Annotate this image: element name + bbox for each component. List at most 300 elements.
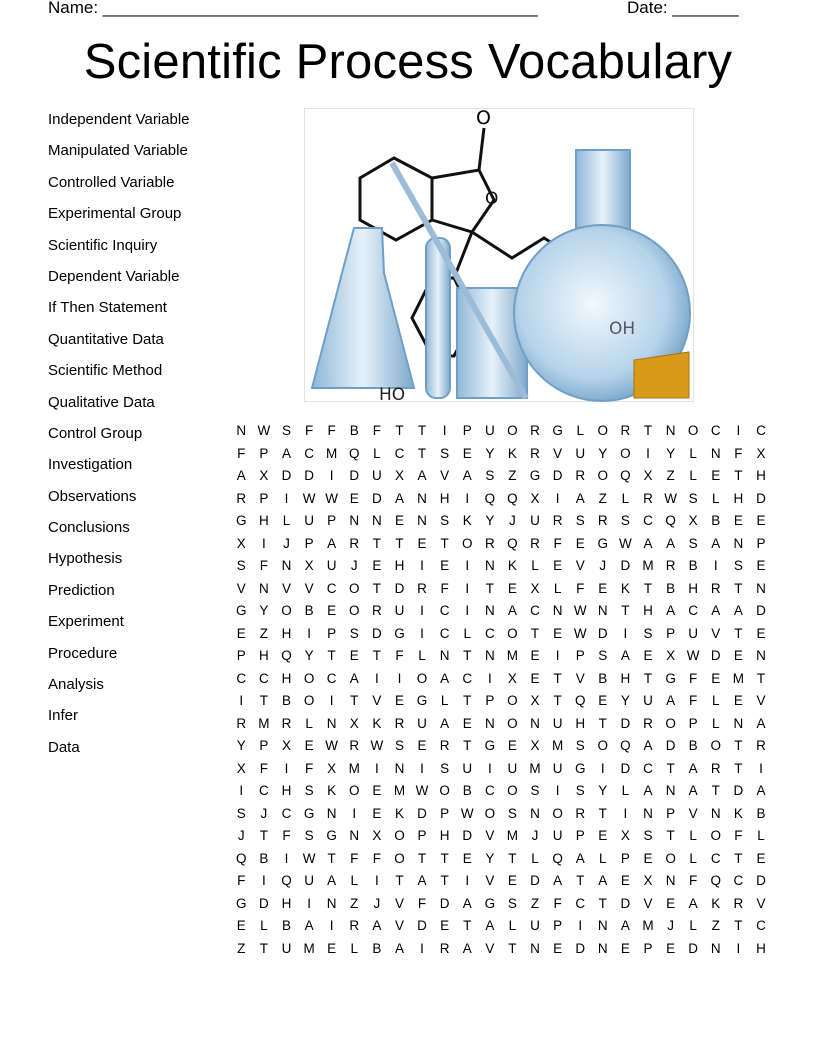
- grid-letter: C: [710, 850, 721, 866]
- grid-letter: D: [710, 648, 721, 663]
- grid-letter: N: [326, 895, 337, 911]
- grid-letter: W: [619, 535, 632, 551]
- grid-letter: I: [262, 873, 266, 888]
- grid-letter: A: [417, 468, 427, 483]
- grid-letter: U: [371, 468, 382, 483]
- grid-letter: P: [259, 445, 269, 461]
- grid-letter: E: [598, 828, 608, 843]
- grid-letter: E: [643, 648, 653, 663]
- word-list-item: Prediction: [48, 581, 115, 599]
- orange-stand: [634, 352, 689, 398]
- grid-letter: U: [462, 760, 473, 776]
- grid-letter: D: [394, 580, 405, 596]
- grid-letter: S: [643, 625, 653, 641]
- grid-letter: I: [307, 625, 311, 641]
- grid-letter: D: [439, 895, 450, 911]
- grid-letter: E: [236, 625, 246, 641]
- grid-letter: G: [303, 805, 315, 821]
- grid-letter: T: [734, 738, 743, 753]
- grid-letter: N: [665, 423, 676, 438]
- grid-letter: E: [733, 693, 743, 708]
- grid-letter: B: [349, 423, 359, 438]
- grid-letter: G: [236, 513, 247, 528]
- grid-letter: T: [372, 648, 381, 663]
- grid-letter: X: [688, 513, 698, 528]
- grid-letter: C: [530, 603, 540, 618]
- grid-letter: S: [440, 513, 450, 528]
- grid-letter: E: [553, 558, 563, 573]
- grid-letter: I: [420, 603, 424, 618]
- grid-letter: P: [666, 625, 676, 641]
- grid-letter: N: [484, 558, 495, 573]
- grid-letter: H: [643, 603, 653, 618]
- grid-letter: D: [552, 468, 563, 483]
- grid-letter: N: [530, 805, 540, 821]
- grid-letter: F: [689, 670, 698, 686]
- grid-row: [230, 782, 772, 805]
- word-list-item: If Then Statement: [48, 299, 167, 317]
- grid-letter: K: [507, 558, 517, 573]
- grid-letter: C: [643, 760, 653, 776]
- grid-letter: I: [487, 760, 492, 776]
- grid-letter: U: [688, 625, 699, 641]
- grid-letter: T: [734, 625, 743, 641]
- grid-letter: E: [643, 850, 653, 866]
- grid-letter: T: [734, 468, 743, 483]
- grid-letter: P: [485, 693, 495, 708]
- grid-letter: A: [349, 670, 359, 686]
- grid-letter: N: [439, 648, 450, 663]
- grid-letter: E: [598, 693, 608, 708]
- grid-letter: D: [371, 490, 382, 506]
- grid-letter: E: [417, 535, 427, 551]
- grid-letter: T: [666, 760, 675, 776]
- grid-letter: B: [462, 783, 472, 798]
- grid-letter: V: [688, 805, 698, 821]
- grid-row: [230, 917, 772, 940]
- grid-letter: N: [417, 490, 427, 506]
- lab-glassware-illustration: [304, 108, 694, 402]
- grid-letter: Y: [236, 738, 246, 753]
- grid-letter: I: [329, 918, 334, 933]
- grid-letter: A: [620, 918, 630, 933]
- grid-letter: R: [597, 513, 608, 528]
- grid-letter: N: [597, 918, 608, 933]
- grid-letter: K: [733, 805, 743, 821]
- grid-letter: G: [529, 468, 541, 483]
- grid-letter: E: [575, 535, 585, 551]
- grid-letter: A: [440, 670, 450, 686]
- grid-letter: J: [350, 558, 358, 573]
- word-list-item: Experiment: [48, 613, 124, 631]
- grid-letter: X: [756, 445, 766, 461]
- grid-letter: R: [281, 715, 292, 731]
- grid-letter: B: [259, 850, 269, 866]
- grid-letter: I: [284, 490, 289, 506]
- grid-letter: I: [374, 760, 379, 776]
- grid-letter: P: [688, 715, 698, 731]
- grid-letter: O: [507, 715, 518, 731]
- grid-letter: I: [420, 558, 424, 573]
- grid-letter: F: [553, 895, 562, 911]
- word-list-item: Manipulated Variable: [48, 142, 188, 160]
- grid-letter: T: [259, 693, 269, 708]
- grid-letter: E: [372, 783, 382, 798]
- grid-letter: E: [327, 940, 337, 956]
- grid-letter: J: [509, 513, 516, 528]
- grid-letter: E: [530, 648, 540, 663]
- grid-letter: N: [733, 535, 744, 551]
- word-list-item: Conclusions: [48, 519, 130, 537]
- grid-letter: E: [756, 625, 766, 641]
- grid-letter: S: [304, 783, 314, 798]
- grid-letter: A: [394, 490, 404, 506]
- grid-letter: W: [686, 648, 700, 663]
- grid-row: [230, 737, 772, 760]
- grid-letter: T: [734, 918, 743, 933]
- grid-letter: K: [462, 513, 472, 528]
- grid-letter: I: [374, 670, 379, 686]
- grid-letter: B: [372, 940, 382, 956]
- grid-letter: C: [259, 783, 269, 798]
- grid-letter: E: [733, 513, 743, 528]
- grid-letter: P: [259, 490, 269, 506]
- grid-letter: T: [372, 535, 381, 551]
- grid-letter: W: [325, 738, 339, 753]
- grid-letter: B: [688, 738, 698, 753]
- grid-letter: D: [417, 805, 427, 821]
- grid-letter: Q: [507, 535, 518, 551]
- grid-letter: L: [350, 873, 359, 888]
- grid-letter: W: [460, 805, 474, 821]
- grid-letter: I: [329, 693, 334, 708]
- grid-letter: X: [507, 670, 517, 686]
- grid-letter: W: [573, 625, 587, 641]
- grid-letter: F: [689, 693, 698, 708]
- grid-letter: U: [281, 940, 292, 956]
- grid-letter: F: [304, 760, 314, 776]
- grid-letter: W: [325, 490, 339, 506]
- grid-letter: O: [507, 625, 518, 641]
- grid-letter: R: [236, 715, 247, 731]
- grid-letter: U: [417, 715, 427, 731]
- grid-letter: E: [756, 850, 766, 866]
- grid-letter: U: [304, 873, 314, 888]
- grid-letter: H: [688, 580, 699, 596]
- grid-letter: T: [734, 850, 743, 866]
- grid-letter: R: [371, 603, 382, 618]
- grid-letter: X: [236, 760, 246, 776]
- grid-letter: L: [689, 828, 697, 843]
- grid-letter: N: [710, 940, 721, 956]
- grid-letter: E: [394, 693, 404, 708]
- grid-letter: P: [553, 918, 563, 933]
- grid-letter: E: [440, 918, 450, 933]
- grid-letter: V: [575, 558, 585, 573]
- grid-letter: V: [711, 625, 721, 641]
- grid-letter: H: [575, 715, 586, 731]
- grid-letter: G: [484, 895, 496, 911]
- grid-letter: E: [462, 715, 472, 731]
- grid-letter: O: [552, 805, 563, 821]
- grid-letter: N: [756, 580, 766, 596]
- grid-letter: S: [643, 828, 653, 843]
- grid-letter: G: [484, 738, 496, 753]
- grid-letter: P: [620, 850, 630, 866]
- grid-letter: Z: [598, 490, 607, 506]
- grid-letter: U: [326, 558, 337, 573]
- grid-letter: D: [575, 940, 586, 956]
- grid-letter: R: [643, 490, 653, 506]
- word-list-item: Control Group: [48, 424, 143, 442]
- grid-letter: D: [259, 895, 269, 911]
- grid-letter: U: [552, 760, 563, 776]
- grid-letter: C: [439, 625, 450, 641]
- grid-letter: T: [576, 873, 585, 888]
- grid-row: [230, 670, 772, 693]
- grid-letter: C: [326, 580, 337, 596]
- grid-letter: N: [710, 805, 721, 821]
- grid-letter: D: [530, 873, 540, 888]
- grid-letter: S: [349, 625, 359, 641]
- grid-letter: D: [756, 490, 766, 506]
- grid-letter: D: [756, 603, 766, 618]
- grid-letter: O: [349, 580, 360, 596]
- grid-letter: O: [710, 738, 722, 753]
- grid-letter: F: [259, 760, 269, 776]
- grid-letter: V: [553, 445, 563, 461]
- grid-letter: E: [372, 805, 382, 821]
- grid-letter: X: [259, 468, 269, 483]
- grid-letter: X: [643, 873, 653, 888]
- grid-letter: N: [417, 513, 427, 528]
- grid-letter: M: [506, 828, 519, 843]
- grid-letter: N: [484, 715, 495, 731]
- grid-letter: E: [620, 940, 630, 956]
- grid-letter: A: [643, 535, 653, 551]
- grid-letter: N: [349, 513, 360, 528]
- grid-letter: C: [326, 670, 337, 686]
- grid-letter: A: [575, 490, 585, 506]
- grid-letter: M: [642, 558, 654, 573]
- grid-letter: V: [236, 580, 246, 596]
- page-title: Scientific Process Vocabulary: [83, 35, 733, 89]
- grid-letter: U: [552, 828, 563, 843]
- grid-letter: K: [394, 805, 404, 821]
- grid-letter: J: [237, 828, 245, 843]
- grid-letter: E: [666, 895, 676, 911]
- grid-letter: V: [372, 693, 382, 708]
- grid-letter: N: [643, 805, 653, 821]
- grid-letter: G: [326, 828, 337, 843]
- grid-letter: L: [305, 715, 313, 731]
- grid-letter: L: [689, 468, 697, 483]
- grid-letter: T: [395, 423, 404, 438]
- grid-letter: Z: [350, 895, 359, 911]
- grid-letter: G: [416, 693, 428, 708]
- label-oxygen-top: O: [476, 108, 491, 129]
- grid-letter: U: [530, 918, 540, 933]
- grid-letter: C: [236, 670, 247, 686]
- grid-letter: F: [734, 445, 743, 461]
- name-field-line: Name: ______________________________________________: [48, 0, 538, 17]
- grid-letter: E: [462, 850, 472, 866]
- grid-letter: C: [733, 873, 744, 888]
- grid-letter: T: [417, 850, 427, 866]
- grid-letter: I: [578, 918, 583, 933]
- grid-letter: L: [689, 850, 697, 866]
- grid-letter: B: [304, 603, 314, 618]
- word-list-item: Quantitative Data: [48, 330, 164, 348]
- grid-letter: E: [553, 940, 563, 956]
- grid-letter: L: [712, 693, 720, 708]
- grid-letter: C: [259, 670, 269, 686]
- word-list-item: Data: [48, 738, 80, 756]
- grid-letter: R: [349, 918, 360, 933]
- grid-letter: I: [397, 670, 402, 686]
- grid-letter: D: [281, 468, 292, 483]
- grid-letter: R: [439, 940, 450, 956]
- grid-row: [230, 715, 772, 738]
- grid-letter: R: [417, 580, 427, 596]
- grid-letter: M: [258, 715, 270, 731]
- grid-letter: D: [349, 468, 360, 483]
- grid-letter: L: [712, 490, 720, 506]
- grid-letter: U: [530, 513, 540, 528]
- grid-letter: O: [349, 603, 360, 618]
- grid-letter: Y: [598, 783, 608, 798]
- grid-letter: G: [236, 895, 247, 911]
- grid-letter: L: [418, 648, 426, 663]
- grid-letter: T: [666, 828, 675, 843]
- grid-letter: T: [327, 648, 336, 663]
- grid-letter: Y: [485, 513, 495, 528]
- grid-letter: B: [281, 693, 291, 708]
- grid-letter: R: [530, 423, 540, 438]
- grid-letter: X: [530, 693, 540, 708]
- grid-letter: A: [485, 918, 495, 933]
- grid-letter: M: [393, 783, 406, 798]
- grid-letter: G: [597, 535, 609, 551]
- grid-letter: D: [688, 940, 699, 956]
- grid-letter: T: [440, 873, 449, 888]
- grid-letter: F: [372, 423, 381, 438]
- grid-letter: W: [257, 423, 271, 438]
- grid-letter: A: [666, 603, 676, 618]
- grid-letter: F: [237, 445, 246, 461]
- grid-row: [230, 445, 772, 468]
- grid-letter: C: [643, 513, 653, 528]
- grid-letter: S: [507, 805, 517, 821]
- grid-letter: E: [711, 468, 721, 483]
- grid-letter: J: [260, 805, 268, 821]
- grid-letter: A: [666, 535, 676, 551]
- grid-letter: W: [370, 738, 384, 753]
- grid-letter: X: [236, 535, 246, 551]
- grid-row: [230, 625, 772, 648]
- grid-letter: L: [599, 850, 607, 866]
- grid-letter: T: [734, 760, 743, 776]
- grid-row: [230, 602, 772, 625]
- grid-letter: L: [689, 445, 697, 461]
- grid-letter: C: [281, 805, 292, 821]
- grid-letter: I: [239, 693, 244, 708]
- grid-letter: G: [665, 670, 676, 686]
- grid-letter: I: [736, 423, 741, 438]
- grid-letter: N: [665, 783, 676, 798]
- grid-letter: S: [688, 490, 698, 506]
- grid-letter: A: [281, 445, 291, 461]
- grid-letter: T: [440, 850, 449, 866]
- label-oxygen-ring: O: [485, 189, 499, 209]
- grid-letter: R: [349, 738, 360, 753]
- grid-letter: T: [463, 918, 472, 933]
- grid-letter: T: [734, 580, 743, 596]
- grid-letter: I: [284, 760, 289, 776]
- grid-letter: L: [508, 918, 517, 933]
- word-list-item: Analysis: [48, 676, 104, 694]
- grid-letter: B: [281, 918, 291, 933]
- grid-letter: A: [688, 760, 698, 776]
- grid-letter: V: [485, 940, 495, 956]
- grid-letter: E: [462, 445, 472, 461]
- grid-letter: F: [327, 423, 336, 438]
- grid-letter: T: [530, 625, 540, 641]
- grid-letter: E: [733, 648, 743, 663]
- grid-letter: Q: [484, 490, 496, 506]
- grid-letter: P: [417, 828, 427, 843]
- grid-letter: O: [665, 850, 676, 866]
- word-list-item: Scientific Method: [48, 362, 163, 380]
- grid-letter: O: [394, 828, 405, 843]
- grid-letter: F: [689, 873, 698, 888]
- grid-row: [230, 557, 772, 580]
- grid-letter: D: [304, 468, 314, 483]
- grid-letter: P: [575, 828, 585, 843]
- grid-letter: N: [281, 558, 292, 573]
- grid-letter: U: [507, 760, 518, 776]
- grid-letter: I: [262, 535, 266, 551]
- grid-letter: S: [440, 445, 450, 461]
- grid-letter: O: [507, 423, 518, 438]
- grid-letter: A: [756, 715, 766, 731]
- grid-letter: N: [236, 423, 247, 438]
- grid-letter: N: [394, 760, 405, 776]
- grid-letter: E: [417, 738, 427, 753]
- grid-letter: T: [485, 580, 494, 596]
- grid-letter: C: [304, 445, 314, 461]
- grid-letter: C: [756, 918, 766, 933]
- grid-letter: R: [710, 580, 721, 596]
- grid-letter: V: [756, 693, 766, 708]
- grid-letter: R: [620, 423, 631, 438]
- grid-letter: X: [372, 828, 382, 843]
- grid-row: [230, 940, 772, 963]
- grid-letter: G: [236, 603, 247, 618]
- grid-letter: N: [259, 580, 269, 596]
- grid-letter: L: [621, 490, 630, 506]
- grid-letter: L: [373, 445, 381, 461]
- grid-letter: N: [756, 648, 766, 663]
- grid-letter: R: [349, 535, 360, 551]
- grid-letter: I: [465, 558, 470, 573]
- grid-letter: R: [530, 445, 540, 461]
- grid-letter: W: [664, 490, 677, 506]
- grid-letter: L: [440, 693, 449, 708]
- grid-letter: P: [666, 805, 676, 821]
- word-list: [48, 109, 190, 768]
- grid-letter: I: [284, 850, 289, 866]
